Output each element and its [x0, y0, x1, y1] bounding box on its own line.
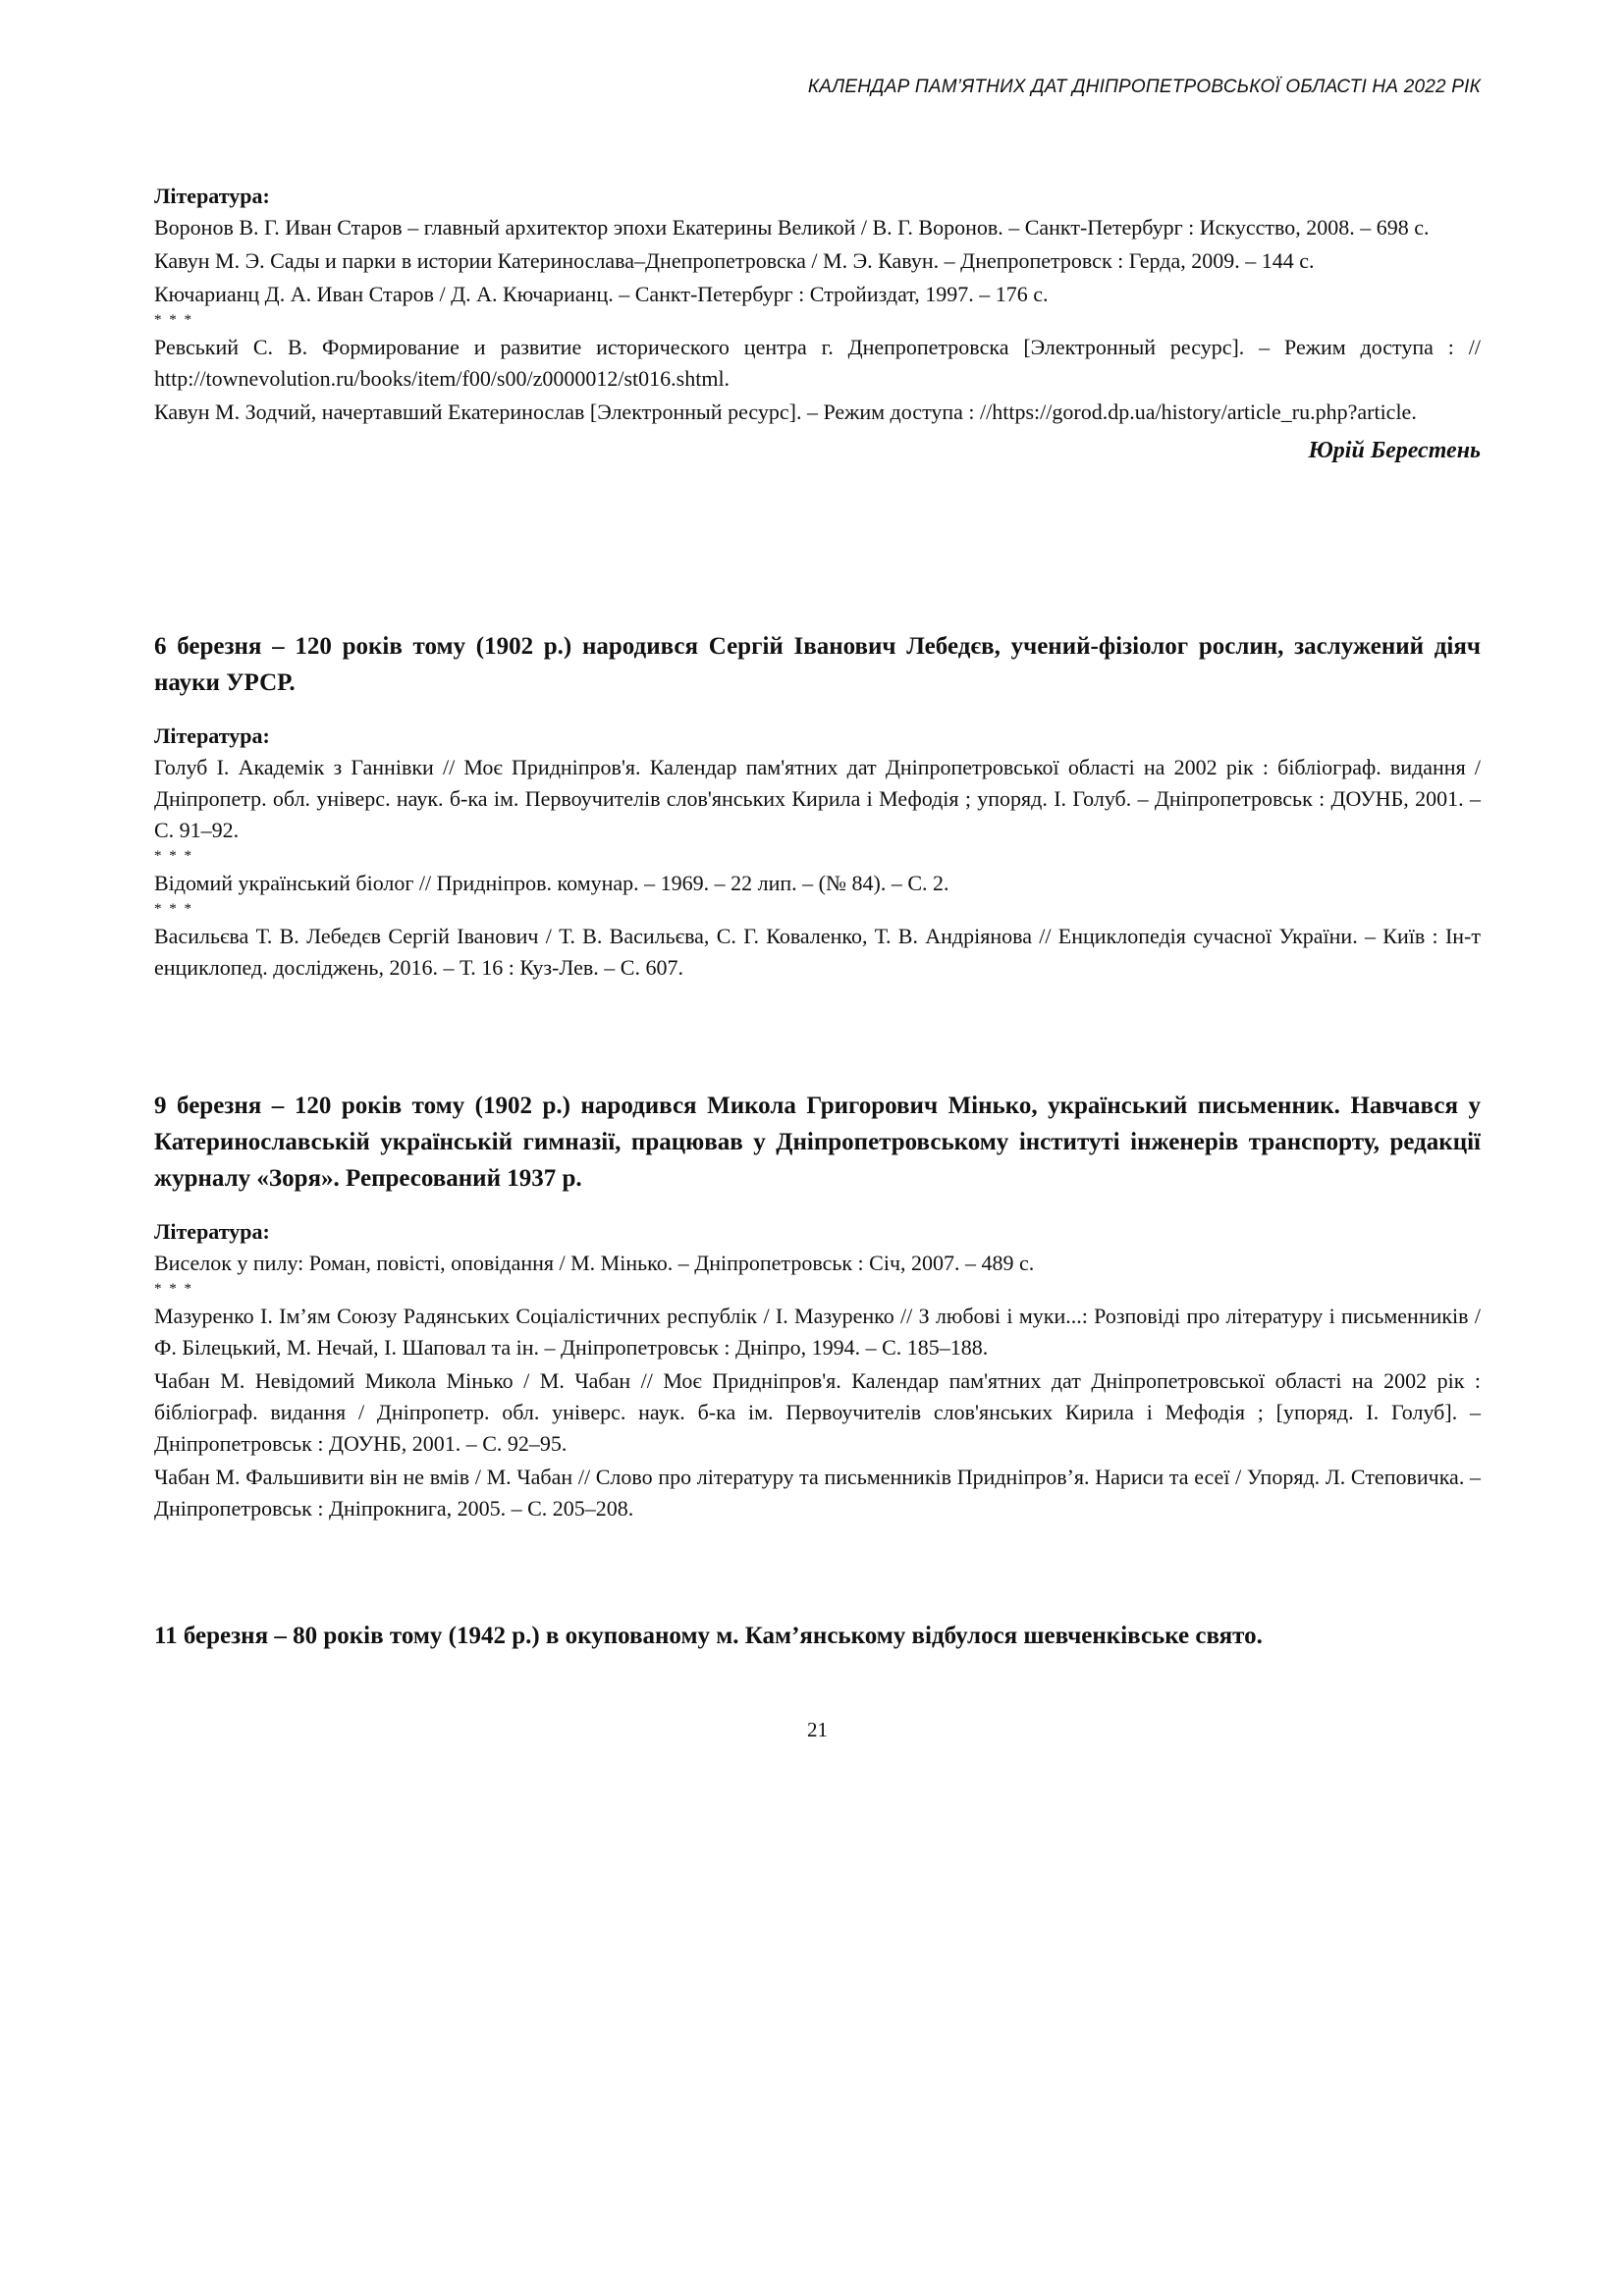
bibliography-entry: Мазуренко І. Ім’ям Союзу Радянських Соціалістичних республік / І. Мазуренко // З любові і муки...: Розповіді про літературу і письменників / Ф. Білецький, М. Нечай, І. Шаповал та ін. – Дніпропетровськ : Дніпро, 1994. – С. 185–188.: [154, 1304, 1481, 1360]
section-1: [154, 181, 1481, 467]
event-heading: 9 березня – 120 років тому (1902 р.) народився Микола Григорович Мінько, український письменник. Навчався у Катеринославській українській гимназії, працював у Дніпропетровському інституті інженерів транспорту, редакції журналу «Зоря». Репресований 1937 р.: [154, 1093, 1481, 1192]
bibliography-entry: Кючарианц Д. А. Иван Старов / Д. А. Кючарианц. – Санкт-Петербург : Стройиздат, 1997. – 176 с.: [154, 282, 1049, 306]
section-3: [154, 1088, 1481, 1526]
bibliography-entry: Чабан М. Невідомий Микола Мінько / М. Чабан // Моє Придніпров'я. Календар пам'ятних дат Дніпропетровської області на 2002 рік : бібліограф. видання / Дніпропетр. обл. універс. наук. б-ка ім. Первоучителів слов'янських Кирила і Мефодія ; [упоряд. І. Голуб]. – Дніпропетровськ : ДОУНБ, 2001. – С. 92–95.: [154, 1368, 1481, 1456]
page-number: 21: [807, 1718, 828, 1741]
bibliography-entry: Виселок у пилу: Роман, повісті, оповідання / М. Мінько. – Дніпропетровськ : Січ, 2007. – 489 с.: [154, 1251, 1035, 1275]
section-4: [154, 1618, 1481, 1654]
bibliography-entry: Кавун М. Э. Сады и парки в истории Катеринослава–Днепропетровска / М. Э. Кавун. – Днепропетровск : Герда, 2009. – 144 с.: [154, 248, 1315, 273]
separator-stars: * * *: [154, 901, 193, 917]
bibliography-entry: Васильєва Т. В. Лебедєв Сергій Іванович / Т. В. Васильєва, С. Г. Коваленко, Т. В. Андріянова // Енциклопедія сучасної України. – Київ : Ін-т енциклопед. досліджень, 2016. – Т. 16 : Куз-Лев. – С. 607.: [154, 924, 1481, 980]
separator-stars: * * *: [154, 1281, 193, 1297]
bibliography-entry: Голуб І. Академік з Ганнівки // Моє Придніпров'я. Календар пам'ятних дат Дніпропетровської області на 2002 рік : бібліограф. видання / Дніпропетр. обл. універс. наук. б-ка ім. Первоучителів слов'янських Кирила і Мефодія ; упоряд. І. Голуб. – Дніпропетровськ : ДОУНБ, 2001. – С. 91–92.: [154, 755, 1481, 842]
literature-label: Література:: [154, 184, 270, 208]
separator-stars: * * *: [154, 848, 193, 864]
bibliography-entry: Кавун М. Зодчий, начертавший Екатеринослав [Электронный ресурс]. – Режим доступа : //https://gorod.dp.ua/history/article_ru.php?article.: [154, 400, 1417, 424]
bibliography-entry: Відомий український біолог // Придніпров. комунар. – 1969. – 22 лип. – (№ 84). – С. 2.: [154, 871, 949, 895]
literature-label: Література:: [154, 1219, 270, 1244]
running-header: КАЛЕНДАР ПАМ’ЯТНИХ ДАТ ДНІПРОПЕТРОВСЬКОЇ ОБЛАСТІ НА 2022 РІК: [807, 77, 1481, 97]
bibliography-entry: Ревський С. В. Формирование и развитие исторического центра г. Днепропетровска [Электронный ресурс]. – Режим доступа : // http://townevolution.ru/books/item/f00/s00/z0000012/st016.shtml.: [154, 335, 1481, 391]
literature-label: Література:: [154, 723, 270, 748]
bibliography-entry: Воронов В. Г. Иван Старов – главный архитектор эпохи Екатерины Великой / В. Г. Воронов. – Санкт-Петербург : Искусство, 2008. – 698 с.: [154, 215, 1430, 240]
event-heading: 11 березня – 80 років тому (1942 р.) в окупованому м. Кам’янському відбулося шевченківське свято.: [154, 1623, 1263, 1649]
article-author: Юрій Берестень: [1308, 438, 1481, 463]
event-heading: 6 березня – 120 років тому (1902 р.) народився Сергій Іванович Лебедєв, учений-фізіолог рослин, заслужений діяч науки УРСР.: [154, 633, 1481, 696]
separator-stars: * * *: [154, 312, 193, 328]
bibliography-entry: Чабан М. Фальшивити він не вмів / М. Чабан // Слово про літературу та письменників Придніпров’я. Нариси та есеї / Упоряд. Л. Степовичка. – Дніпропетровськ : Дніпрокнига, 2005. – С. 205–208.: [154, 1465, 1481, 1521]
section-2: [154, 628, 1481, 986]
